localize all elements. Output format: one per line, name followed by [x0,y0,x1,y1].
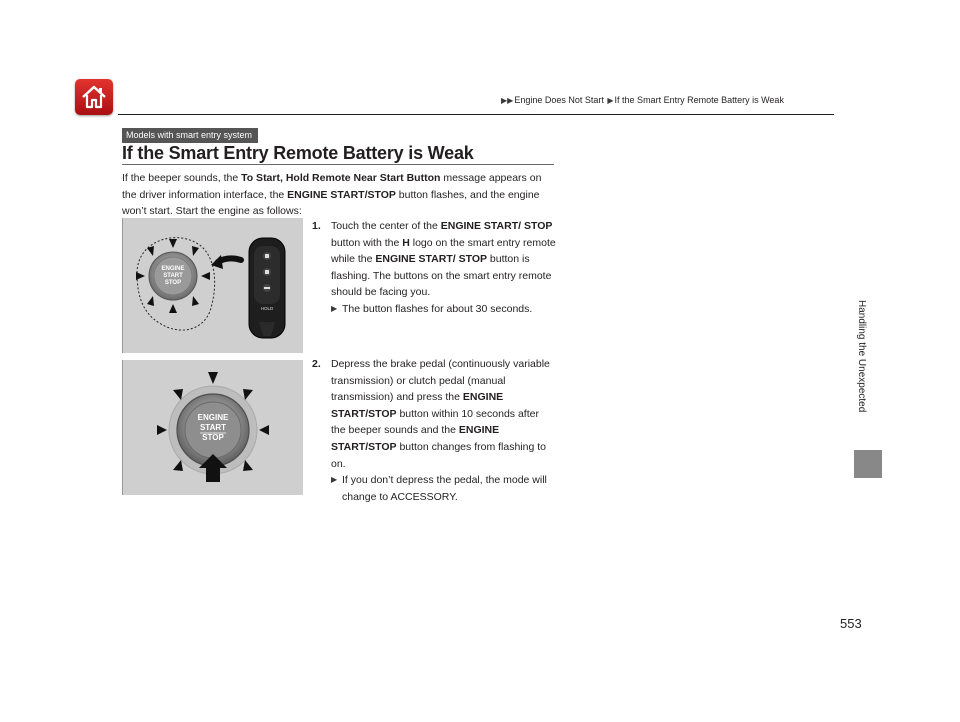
step-note [331,472,556,505]
breadcrumb-arrow-icon: ▶ [607,96,614,105]
step-text-part: Touch the center of the [331,220,441,232]
step-1 [312,218,556,318]
remote-hold-label: HOLD [260,306,274,311]
step-2 [312,356,556,505]
home-button[interactable] [75,79,113,115]
step-text-part: button is flashing. The buttons on the smart entry remote should be facing you. [331,253,552,299]
step-text-part: button changes from flashing to on. [331,440,546,470]
intro-message-name: To Start, Hold Remote Near Start Button [241,172,441,184]
engine-button-label-1: ENGINE [197,413,229,422]
step-text [331,356,556,472]
note-arrow-icon: ▶ [331,475,338,485]
intro-text: If the beeper sounds, the [122,172,242,184]
chapter-tab-label[interactable]: Handling the Unexpected [856,300,867,413]
intro-button-name: ENGINE START/STOP [287,188,396,201]
figure-press-button [122,360,303,495]
header-divider [118,114,834,115]
chapter-tab-marker[interactable] [854,450,882,478]
step-button-name: ENGINE START/ STOP [440,220,553,232]
step-text [331,218,556,301]
step-text-part: Depress the brake pedal (continuously variable transmission) or clutch pedal (manual transmission) and press the [331,358,550,404]
breadcrumb-arrow-icon: ▶▶ [501,96,514,105]
engine-button-label-3: STOP [202,433,224,442]
step-number: 2. [312,358,321,370]
step-number: 1. [312,220,321,232]
intro-paragraph [122,170,552,220]
step-note-text: The button flashes for about 30 seconds. [342,302,533,315]
step-text-part: button within 10 seconds after the beeper sounds and the [331,407,539,437]
engine-button-label-3: STOP [164,280,182,286]
section-title: If the Smart Entry Remote Battery is Weak [122,143,474,163]
step-button-name: ENGINE START/STOP [331,391,504,420]
intro-text: button flashes, and the engine won’t start. Start the engine as follows: [122,188,540,218]
breadcrumb [500,95,784,105]
breadcrumb-link-engine-does-not-start[interactable]: Engine Does Not Start [514,95,604,105]
title-divider [122,164,554,165]
figure-remote-touch-button [122,218,303,353]
page-number: 553 [840,616,862,631]
engine-button-label-2: START [163,273,183,279]
step-button-name: ENGINE START/ STOP [375,253,487,266]
step-note-text: If you don’t depress the pedal, the mode will change to ACCESSORY. [342,474,547,503]
step-text-part: button with the [331,236,403,249]
step-text-part: logo on the smart entry remote while the [331,236,556,266]
step-logo-name: H [402,236,410,249]
engine-button-label-1: ENGINE [161,266,185,272]
press-button-illustration [123,360,303,495]
step-button-name: ENGINE START/STOP [331,424,500,453]
engine-button-label-2: START [199,423,227,432]
home-icon [80,83,108,111]
remote-touch-illustration [123,218,303,353]
intro-text: message appears on the driver information interface, the [122,172,542,201]
note-arrow-icon: ▶ [331,303,338,313]
model-badge: Models with smart entry system [122,128,258,143]
breadcrumb-current: If the Smart Entry Remote Battery is Weak [614,95,784,105]
step-note [331,301,556,318]
